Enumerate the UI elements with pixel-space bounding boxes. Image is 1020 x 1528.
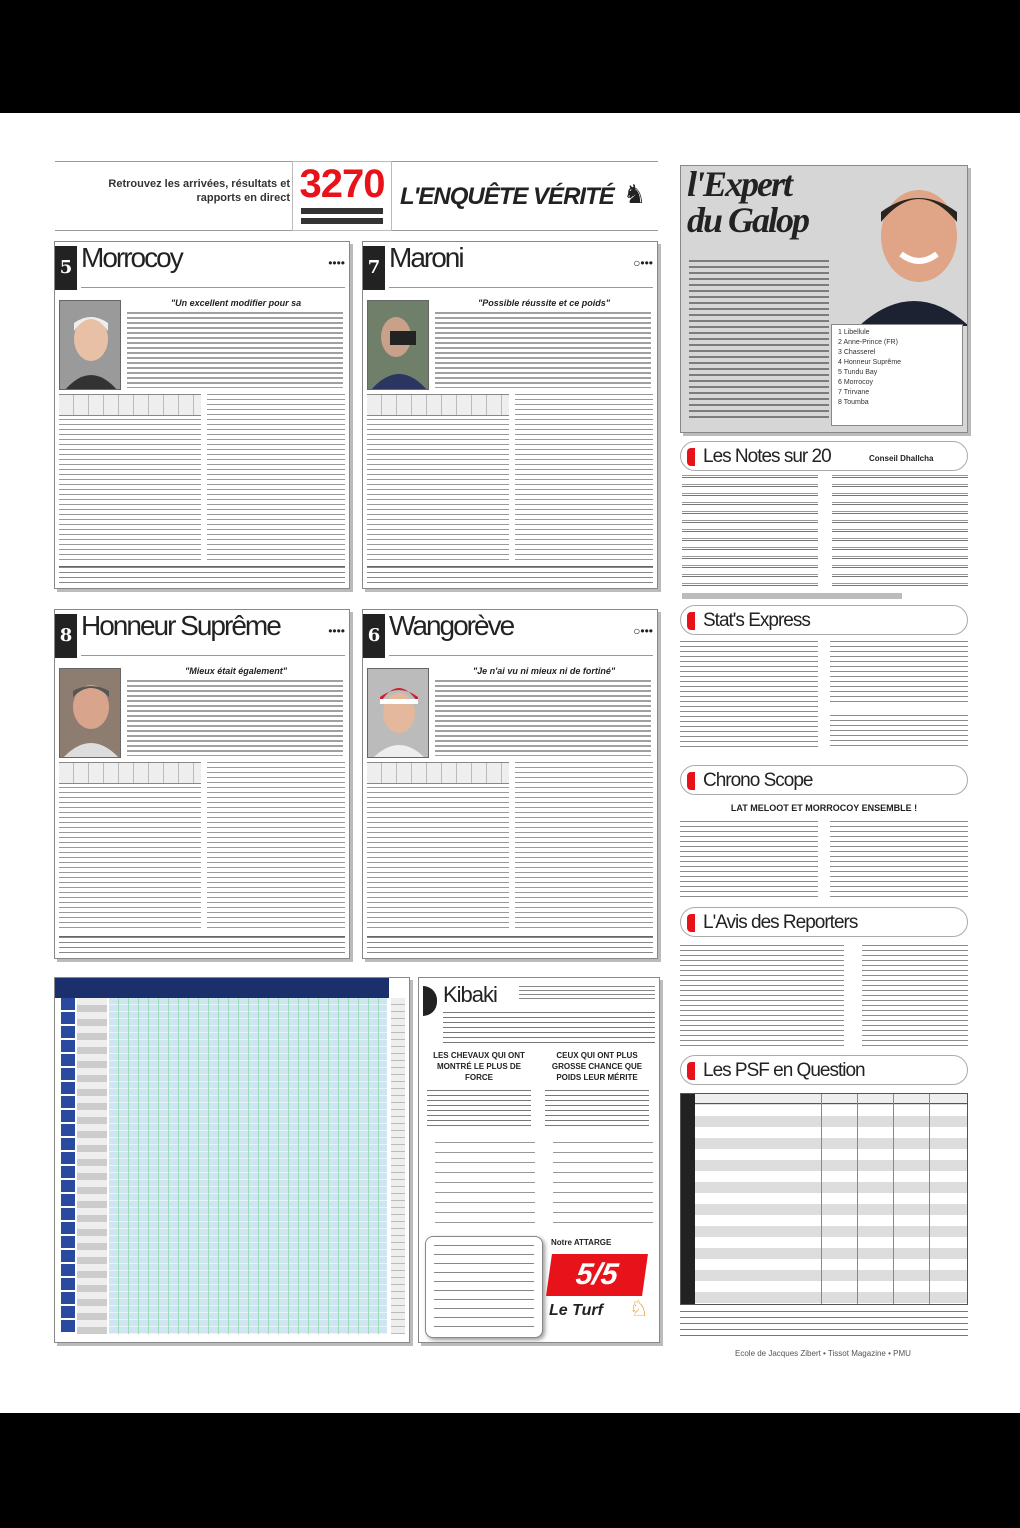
text-column [515,762,653,932]
page-credit: Ecole de Jacques Zibert • Tissot Magazine • PMU [735,1349,911,1358]
horse-rider-icon: ♞ [623,179,647,209]
horse-box-honneur-supreme [54,609,350,959]
horse-box-morrocoy [54,241,350,589]
section-marker [687,914,695,932]
trainer-photo [59,668,121,758]
newspaper-page [0,113,1020,1413]
notes-grid [682,475,968,587]
horse-name: Morrocoy [81,242,182,273]
stats-right [830,641,968,705]
section-psf-header [680,1055,968,1085]
horse-subline [81,278,345,288]
expert-title-line2: du Galop [687,200,809,240]
section-stats-header [680,605,968,635]
header-note: Retrouvez les arrivées, résultats et rapports en direct [108,178,290,204]
section-marker [687,612,695,630]
form-grid [59,762,201,784]
selection-lines [434,1245,534,1329]
form-column [59,762,201,932]
stats-block [680,641,968,751]
form-column [59,394,201,562]
psf-table-body [695,1094,967,1304]
quote-title: "Possible réussite et ce poids" [477,298,611,308]
quote-body [127,312,343,388]
section-title: Stat's Express [703,610,810,631]
quote-title: "Mieux était également" [184,666,288,676]
avis-text [680,945,844,1049]
conclusion [367,936,653,954]
logo-bar [301,218,383,224]
stats-right-bottom [830,715,968,747]
kibaki-box [418,977,660,1343]
horse-name: Maroni [389,242,463,273]
section-chrono-header [680,765,968,795]
kibaki-note [519,986,655,1000]
expert-title-line1: l'Expert [687,165,792,204]
header-title: L'ENQUÊTE VÉRITÉ [400,183,614,210]
score-label: Notre ATTARGE [551,1238,612,1247]
horse-name: Honneur Suprême [81,610,280,641]
horse-logo-icon: ♘ [629,1296,649,1321]
text-column [207,762,345,932]
horse-subline [81,646,345,656]
section-marker [687,1062,695,1080]
kibaki-question-1: LES CHEVAUX QUI ONT MONTRÉ LE PLUS DE FORCE [433,1051,525,1082]
kibaki-lead [443,1012,655,1046]
trainer-photo [59,300,121,390]
list-item: 1 Libellule [838,329,870,336]
column-divider [821,1094,822,1304]
horse-number: 5 [55,246,77,290]
section-marker [687,448,695,466]
form-grid [59,394,201,416]
psf-side-band [681,1094,695,1304]
section-marker [423,986,437,1016]
form-grid [367,762,509,784]
quote-body [435,312,651,388]
horse-subline [389,278,653,288]
conclusion [59,936,345,954]
quote-title: "Un excellent modifier pour sa [170,298,302,308]
section-subtitle: Conseil Dhallcha [869,454,934,463]
race-grid-table [54,977,410,1343]
rating-stars: ○••• [633,256,653,270]
expert-box [680,165,968,433]
chrono-text-left [680,821,818,897]
brand-logo: Le Turf [549,1302,603,1319]
conclusion [367,566,653,584]
form-grid [367,394,509,416]
column-divider [929,1094,930,1304]
quote-title: "Je n'ai vu ni mieux ni de fortiné" [472,666,616,676]
notes-column [832,475,968,587]
rating-stars: ○••• [633,624,653,638]
text-column [207,394,345,562]
avis-list [862,945,968,1049]
chrono-text-right [830,821,968,897]
kibaki-selection-card [425,1236,543,1338]
page-header [55,161,658,231]
grid-header [55,978,389,998]
kibaki-list-2 [553,1142,653,1232]
column-divider [857,1094,858,1304]
horse-number: 6 [363,614,385,658]
expert-photo [859,176,968,326]
psf-table [680,1093,968,1305]
list-item: 6 Morrocoy [838,379,874,386]
list-item: 7 Trirvane [838,389,870,396]
section-title: Les Notes sur 20 [703,446,831,467]
rating-stars: •••• [328,624,345,638]
kibaki-title: Kibaki [443,982,497,1007]
section-title: L'Avis des Reporters [703,912,858,933]
horse-box-maroni [362,241,658,589]
horse-number: 7 [363,246,385,290]
kibaki-body-1 [427,1090,531,1130]
list-item: 4 Honneur Suprême [838,359,902,366]
expert-title [687,166,808,238]
horse-name: Wangorève [389,610,514,641]
grid-cells [109,998,387,1334]
text-column [515,394,653,562]
section-title: Chrono Scope [703,770,813,791]
quote-body [435,680,651,756]
list-item: 5 Tundu Bay [838,369,878,376]
quote-body [127,680,343,756]
score-badge: 5/5 [546,1254,648,1296]
list-item: 8 Toumba [838,399,869,406]
list-item: 2 Anne-Prince (FR) [838,339,898,346]
chrono-headline: LAT MELOOT ET MORROCOY ENSEMBLE ! [730,803,918,813]
phone-number-logo [292,161,392,231]
horse-subline [389,646,653,656]
notes-column [682,475,818,587]
kibaki-list-1 [435,1142,535,1232]
expert-text [689,260,829,420]
section-avis-header [680,907,968,937]
grid-name-column [77,998,107,1334]
horse-box-wangoreve [362,609,658,959]
psf-table-header [695,1094,967,1104]
section-marker [687,772,695,790]
rating-stars: •••• [328,256,345,270]
form-column [367,762,509,932]
grid-result-column [391,998,405,1334]
section-notes-header [680,441,968,471]
trainer-photo [367,300,429,390]
psf-footnote [680,1311,968,1337]
expert-selection-list [831,324,963,426]
list-item: 3 Chasserel [838,349,876,356]
conclusion [59,566,345,584]
grid-number-column [61,998,75,1334]
phone-number: 3270 [299,162,385,206]
logo-bar [301,208,383,214]
form-column [367,394,509,562]
stats-left [680,641,818,751]
jockey-photo [367,668,429,758]
column-divider [893,1094,894,1304]
kibaki-question-2: CEUX QUI ONT PLUS GROSSE CHANCE QUE POIDS LEUR MÉRITE [551,1051,643,1082]
section-title: Les PSF en Question [703,1060,865,1081]
horse-number: 8 [55,614,77,658]
kibaki-body-2 [545,1090,649,1130]
notes-footnote [682,593,902,599]
